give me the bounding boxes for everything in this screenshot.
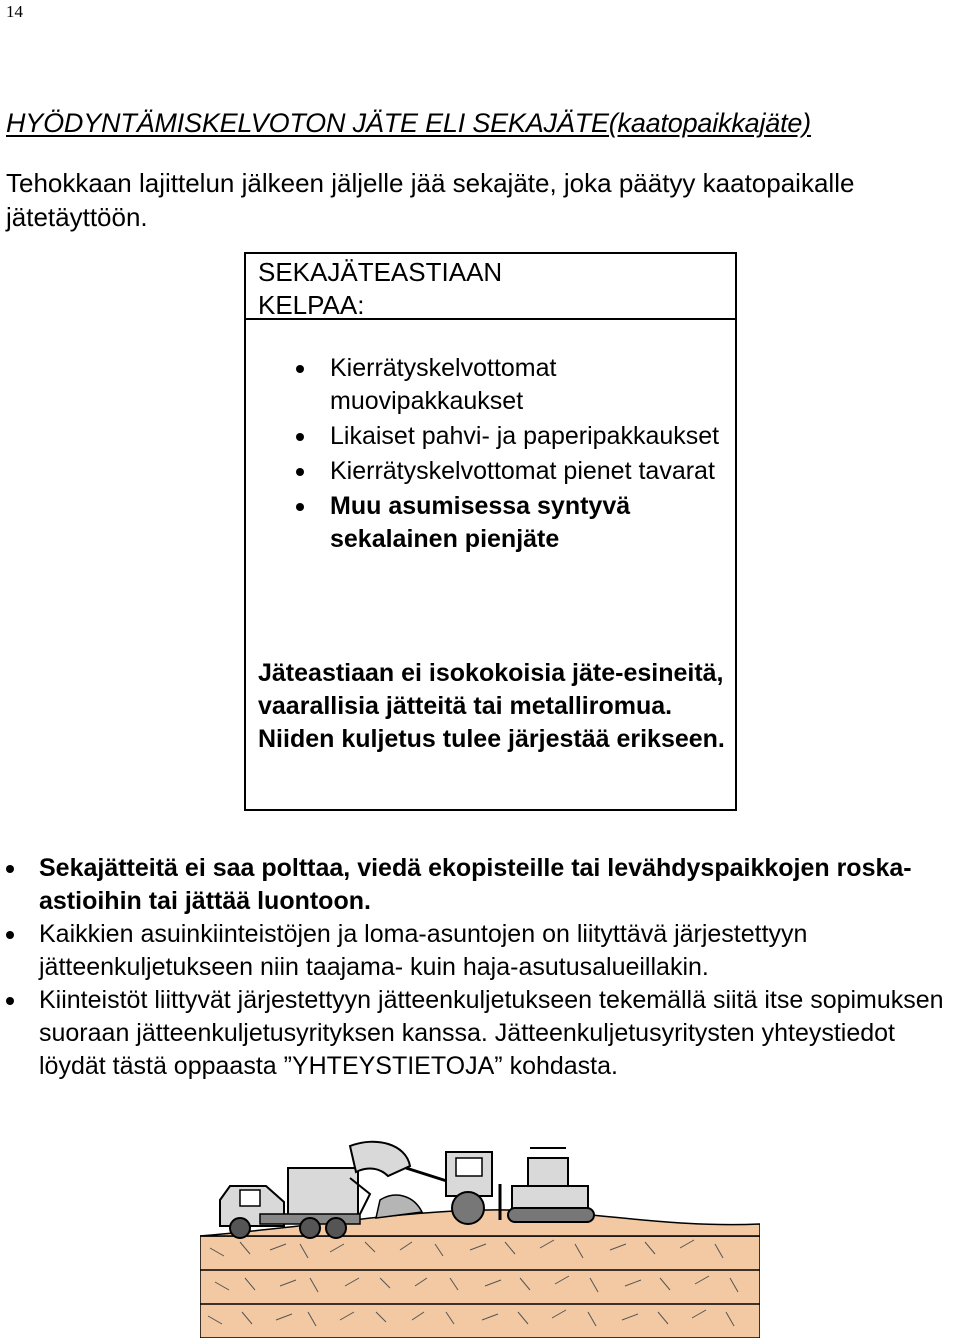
ground-layers <box>200 1236 760 1338</box>
bullet-icon <box>6 931 14 939</box>
bullet-icon <box>6 865 14 873</box>
list-item <box>262 490 732 556</box>
list-item-text: Kierrätyskelvottomat pienet tavarat <box>330 457 715 485</box>
list-item-text: Sekajätteitä ei saa polttaa, viedä ekopisteille tai levähdyspaikkojen roska-astioihin tai jättää luontoon. <box>39 854 912 915</box>
list-item-text: Muu asumisessa syntyvä sekalainen pienjäte <box>330 492 631 553</box>
bulldozer <box>500 1148 594 1222</box>
bullet-icon <box>296 503 304 511</box>
sekajate-info-box <box>244 252 737 811</box>
list-item <box>262 352 732 418</box>
list-item <box>262 455 732 488</box>
bullet-icon <box>296 365 304 373</box>
bullet-icon <box>296 468 304 476</box>
bullet-icon <box>296 433 304 441</box>
list-item <box>0 918 950 984</box>
list-item-text: Kaikkien asuinkiinteistöjen ja loma-asuntojen on liityttävä järjestettyyn jätteenkuljetukseen niin taajama- kuin haja-asutusalueillakin. <box>39 920 808 981</box>
list-item-text: Kierrätyskelvottomat muovipakkaukset <box>330 354 557 415</box>
list-item-text: Likaiset pahvi- ja paperipakkaukset <box>330 422 720 450</box>
box-title-line-1: SEKAJÄTEASTIAAN <box>258 257 503 287</box>
guidance-list <box>0 852 950 1083</box>
list-item <box>0 852 950 918</box>
box-title-line-2: KELPAA: <box>258 290 365 320</box>
list-item <box>0 984 950 1083</box>
list-item-text: Kiinteistöt liittyvät järjestettyyn jätteenkuljetukseen tekemällä siitä itse sopimuksen suoraan jätteenkuljetusyrityksen kanssa. Jätteenkuljetusyritysten yhteystiedot löydät tästä oppaasta ”YHTEYSTIETOJA” kohdasta. <box>39 986 944 1080</box>
list-item <box>262 420 732 453</box>
intro-text: Tehokkaan lajittelun jälkeen jäljelle jää sekajäte, joka päätyy kaatopaikalle jätetäyttöön. <box>6 168 855 232</box>
box-divider <box>246 318 735 320</box>
page-heading: HYÖDYNTÄMISKELVOTON JÄTE ELI SEKAJÄTE(kaatopaikkajäte) <box>6 108 811 138</box>
allowed-waste-list <box>262 352 732 558</box>
bullet-icon <box>6 997 14 1005</box>
landfill-illustration-icon <box>200 1138 760 1338</box>
box-note: Jäteastiaan ei isokokoisia jäte-esineitä, vaarallisia jätteitä tai metalliromua. Niiden kuljetus tulee järjestää erikseen. <box>258 659 725 753</box>
box-title <box>258 256 558 322</box>
compactor-loader <box>350 1142 492 1224</box>
page-number: 14 <box>6 2 23 21</box>
